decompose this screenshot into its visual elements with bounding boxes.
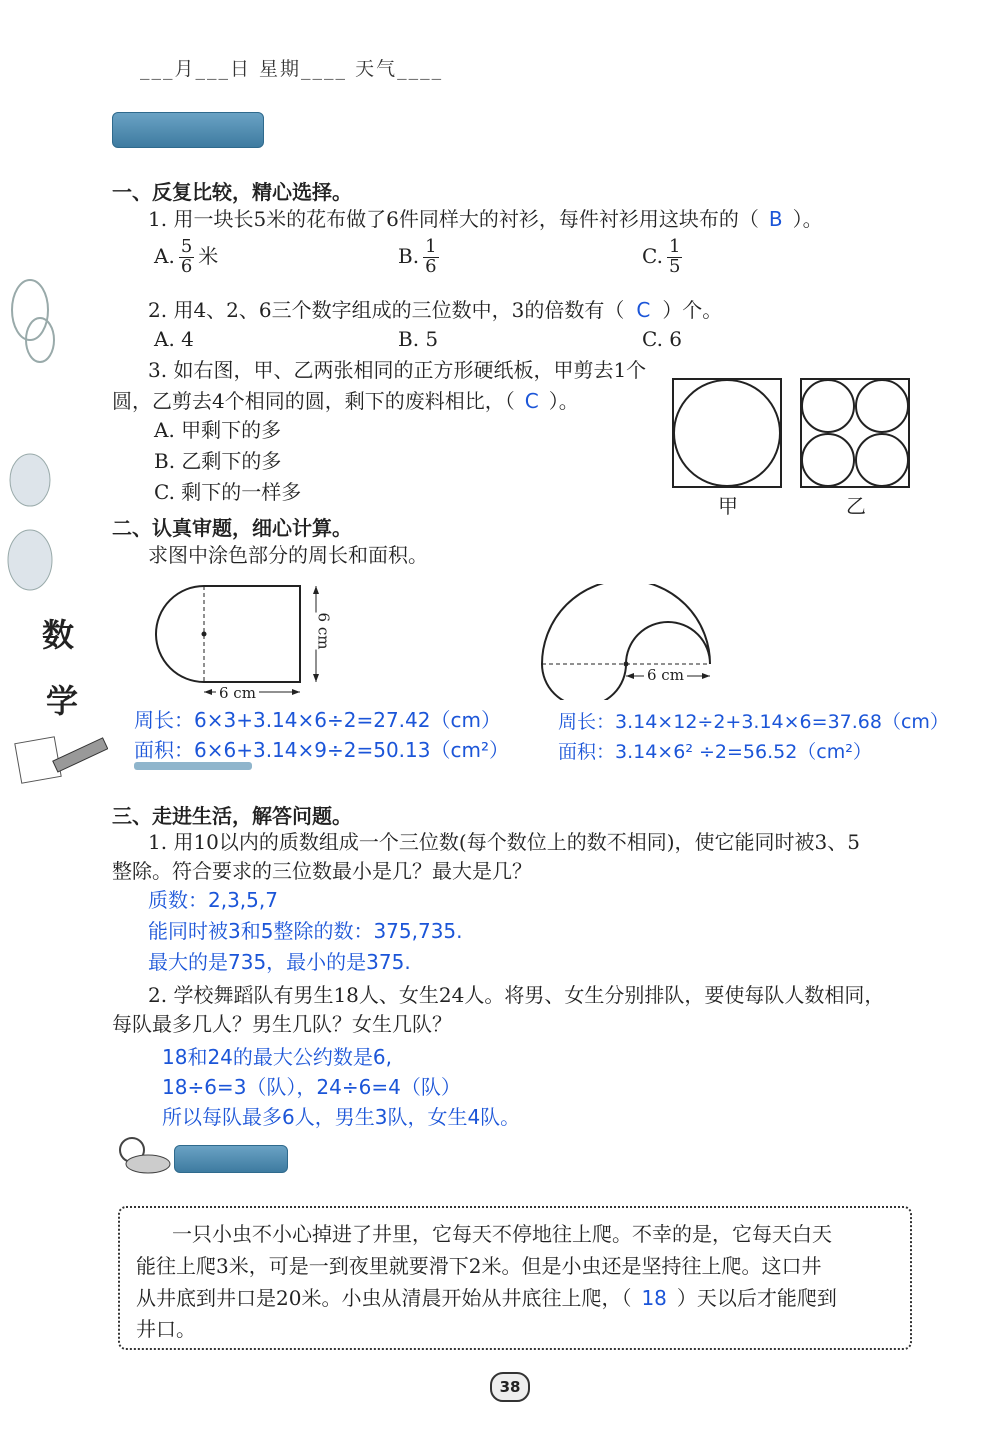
ans-right-perimeter: 周长：3.14×12÷2+3.14×6=37.68（cm） — [558, 711, 949, 733]
q1-option-b: B. $\frac{1}{6}$ — [398, 236, 437, 277]
box-line1: 一只小虫不小心掉进了井里，它每天不停地往上爬。不幸的是，它每天白天 — [172, 1222, 832, 1246]
s3q2-answer-2: 18÷6=3（队），24÷6=4（队） — [162, 1075, 461, 1099]
box-answer: 18 — [641, 1286, 667, 1310]
section3-title: 三、走进生活，解答问题。 — [112, 804, 352, 828]
figure-yi — [800, 378, 912, 494]
q1-option-a: A. $\frac{5}{6}$ 米 — [154, 236, 219, 277]
date-line: ___月___日 星期____ 天气____ — [140, 58, 444, 80]
q1-text: 1. 用一块长5米的花布做了6件同样大的衬衫，每件衬衫用这块布的（ B ）。 — [148, 207, 823, 231]
fig1-bottom-label: 6 cm — [216, 684, 259, 702]
section-banner-top — [112, 112, 264, 148]
box-line2: 能往上爬3米，可是一到夜里就要滑下2米。但是小虫还是坚持往上爬。这口井 — [136, 1254, 822, 1278]
q2-text: 2. 用4、2、6三个数字组成的三位数中，3的倍数有（ C ）个。 — [148, 298, 723, 322]
q3-option-c: C. 剩下的一样多 — [154, 480, 302, 504]
page-number: 38 — [490, 1372, 530, 1402]
section2-prompt: 求图中涂色部分的周长和面积。 — [148, 543, 428, 567]
q3-answer: C — [524, 389, 539, 413]
q3-option-a: A. 甲剩下的多 — [154, 418, 282, 442]
section-banner-bottom — [112, 1132, 172, 1180]
figure-spiral — [538, 584, 718, 704]
section1-title: 一、反复比较，精心选择。 — [112, 180, 352, 204]
q1-answer: B — [768, 207, 783, 231]
q2-option-b: B. 5 — [398, 327, 439, 351]
box-line3: 从井底到井口是20米。小虫从清晨开始从井底往上爬，（ 18 ）天以后才能爬到 — [136, 1286, 837, 1310]
q1-option-c: C. $\frac{1}{5}$ — [642, 236, 681, 277]
s3q1-answer-2: 能同时被3和5整除的数：375,735. — [148, 919, 463, 943]
q3-option-b: B. 乙剩下的多 — [154, 449, 282, 473]
label-jia: 甲 — [718, 494, 738, 518]
ans-right-area: 面积：3.14×6² ÷2=56.52（cm²） — [558, 741, 872, 763]
q2-option-a: A. 4 — [154, 327, 194, 351]
q2-answer: C — [636, 298, 651, 322]
s3q2-line2: 每队最多几人？男生几队？女生几队？ — [112, 1012, 452, 1036]
pencil-icon — [8, 730, 108, 794]
fig1-side-label: 6 cm — [314, 612, 333, 650]
banner-graphic-bottom — [174, 1145, 288, 1173]
box-line4: 井口。 — [136, 1317, 196, 1341]
q3-line1: 3. 如右图，甲、乙两张相同的正方形硬纸板，甲剪去1个 — [148, 358, 647, 382]
q3-line2: 圆，乙剪去4个相同的圆，剩下的废料相比，（ C ）。 — [112, 389, 579, 413]
section2-title: 二、认真审题，细心计算。 — [112, 516, 352, 540]
side-char-xue: 学 — [46, 682, 79, 720]
s3q2-answer-1: 18和24的最大公约数是6, — [162, 1045, 392, 1069]
ans-left-area: 面积：6×6+3.14×9÷2=50.13（cm²） — [134, 738, 509, 762]
figure-jia — [672, 378, 784, 494]
s3q2-answer-3: 所以每队最多6人，男生3队，女生4队。 — [162, 1105, 521, 1129]
banner-graphic — [112, 112, 264, 148]
s3q1-answer-3: 最大的是735，最小的是375. — [148, 950, 411, 974]
side-char-shu: 数 — [42, 616, 75, 654]
s3q1-answer-1: 质数：2,3,5,7 — [148, 888, 278, 912]
banner-strip — [134, 762, 252, 770]
fig2-label: 6 cm — [644, 666, 687, 684]
label-yi: 乙 — [846, 494, 866, 518]
s3q1-line2: 整除。符合要求的三位数最小是几？最大是几？ — [112, 859, 532, 883]
s3q2-line1: 2. 学校舞蹈队有男生18人、女生24人。将男、女生分别排队，要使每队人数相同， — [148, 983, 885, 1007]
q2-option-c: C. 6 — [642, 327, 683, 351]
cartoon-icon — [112, 1132, 172, 1176]
ans-left-perimeter: 周长：6×3+3.14×6÷2=27.42（cm） — [134, 708, 501, 732]
s3q1-line1: 1. 用10以内的质数组成一个三位数(每个数位上的数不相同)，使它能同时被3、5 — [148, 830, 860, 854]
